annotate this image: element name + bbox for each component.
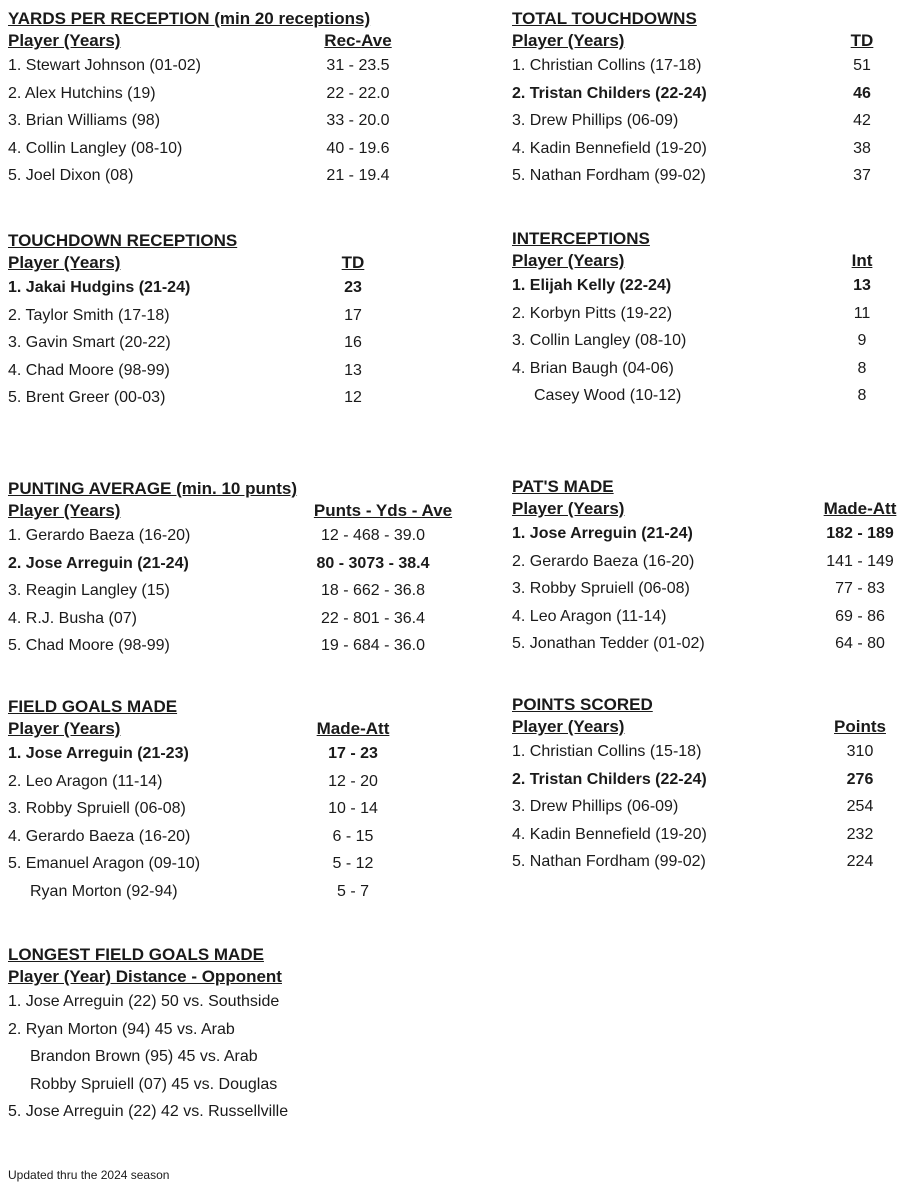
row-name: Brandon Brown (95) 45 vs. Arab	[30, 1048, 258, 1065]
table-row	[512, 135, 892, 163]
row-value: 12 - 468 - 39.0	[320, 527, 426, 544]
row-name: 3. Collin Langley (08-10)	[512, 332, 687, 349]
table-row	[8, 522, 468, 550]
row-value: 12 - 20	[328, 772, 378, 790]
table-header	[512, 250, 892, 272]
table-row	[8, 632, 468, 660]
row-name: 1. Gerardo Baeza (16-20)	[8, 527, 191, 544]
table-row	[512, 575, 908, 603]
row-value: 31 - 23.5	[326, 57, 390, 74]
row-name: 4. Kadin Bennefield (19-20)	[512, 825, 707, 843]
table-row	[8, 823, 398, 851]
row-value: 5 - 12	[332, 855, 374, 872]
row-value: 51	[853, 57, 871, 74]
header-value: Made-Att	[316, 719, 390, 738]
row-value: 77 - 83	[835, 580, 885, 597]
header-player: Player (Years)	[512, 717, 625, 736]
header-value: Punts - Yds - Ave	[313, 501, 453, 520]
table-row	[512, 162, 892, 190]
row-value: 9	[857, 332, 867, 349]
table-row	[512, 766, 898, 794]
section-title: TOUCHDOWN RECEPTIONS	[8, 231, 238, 250]
row-value: 23	[344, 279, 362, 296]
row-name: 1. Christian Collins (17-18)	[512, 57, 702, 74]
table-header	[8, 30, 408, 52]
table-row	[8, 302, 378, 330]
table-row	[8, 1043, 288, 1071]
row-name: 3. Robby Spruiell (06-08)	[512, 580, 690, 597]
table-row	[8, 107, 408, 135]
table-row	[8, 795, 398, 823]
touchdown-receptions-section	[8, 230, 378, 412]
row-name: 4. Gerardo Baeza (16-20)	[8, 827, 191, 845]
header-value: Int	[851, 251, 873, 270]
row-name: 1. Jose Arreguin (21-24)	[512, 525, 693, 542]
table-row	[8, 1071, 288, 1099]
row-name: 1. Christian Collins (15-18)	[512, 743, 702, 760]
row-value: 40 - 19.6	[326, 139, 390, 157]
section-title: TOTAL TOUCHDOWNS	[512, 9, 697, 28]
row-value: 182 - 189	[826, 525, 894, 542]
row-name: 3. Robby Spruiell (06-08)	[8, 800, 186, 817]
row-name: 3. Reagin Langley (15)	[8, 582, 170, 599]
header-player: Player (Years)	[8, 719, 121, 738]
row-value: 38	[853, 139, 871, 157]
row-name: 2. Alex Hutchins (19)	[8, 84, 156, 102]
header-value: Made-Att	[823, 499, 897, 518]
row-name: 5. Nathan Fordham (99-02)	[512, 167, 706, 184]
pats-made-section	[512, 476, 908, 658]
row-name: 3. Drew Phillips (06-09)	[512, 798, 679, 815]
table-row	[8, 577, 468, 605]
row-name: 3. Gavin Smart (20-22)	[8, 334, 171, 351]
table-row	[8, 52, 408, 80]
row-value: 6 - 15	[332, 827, 374, 845]
section-title: YARDS PER RECEPTION (min 20 receptions)	[8, 9, 371, 28]
table-row	[8, 274, 378, 302]
row-name: Ryan Morton (92-94)	[30, 882, 178, 900]
row-value: 8	[857, 359, 867, 377]
row-name: 2. Ryan Morton (94) 45 vs. Arab	[8, 1020, 235, 1038]
row-value: 42	[853, 112, 871, 129]
row-name: 3. Brian Williams (98)	[8, 112, 161, 129]
footer-note: Updated thru the 2024 season	[8, 1168, 170, 1182]
header-player: Player (Years)	[512, 251, 625, 270]
total-touchdowns-section	[512, 8, 892, 190]
table-row	[512, 355, 892, 383]
table-row	[8, 988, 288, 1016]
section-title: FIELD GOALS MADE	[8, 697, 178, 716]
table-row	[8, 357, 378, 385]
row-value: 13	[853, 277, 871, 294]
row-name: 4. R.J. Busha (07)	[8, 609, 137, 627]
row-name: 5. Brent Greer (00-03)	[8, 389, 166, 406]
section-title: LONGEST FIELD GOALS MADE	[8, 945, 264, 964]
table-header	[512, 716, 898, 738]
row-value: 19 - 684 - 36.0	[320, 637, 426, 654]
table-row	[8, 605, 468, 633]
row-value: 13	[344, 361, 362, 379]
table-header	[8, 252, 378, 274]
row-name: 2. Korbyn Pitts (19-22)	[512, 304, 673, 322]
table-row	[512, 272, 892, 300]
row-name: 1. Jakai Hudgins (21-24)	[8, 279, 191, 296]
row-name: 4. Brian Baugh (04-06)	[512, 359, 674, 377]
row-name: Casey Wood (10-12)	[534, 387, 682, 404]
table-row	[512, 327, 892, 355]
header-value: TD	[850, 31, 874, 50]
table-row	[512, 603, 908, 631]
row-name: Robby Spruiell (07) 45 vs. Douglas	[30, 1075, 278, 1093]
row-value: 11	[853, 304, 871, 322]
punting-average-section	[8, 478, 468, 660]
row-name: 1. Stewart Johnson (01-02)	[8, 57, 201, 74]
row-name: 4. Kadin Bennefield (19-20)	[512, 139, 707, 157]
row-value: 10 - 14	[328, 800, 378, 817]
table-row	[512, 52, 892, 80]
yards-per-reception-section	[8, 8, 408, 190]
row-name: 4. Collin Langley (08-10)	[8, 139, 183, 157]
row-name: 5. Chad Moore (98-99)	[8, 637, 170, 654]
row-value: 64 - 80	[835, 635, 885, 652]
table-row	[8, 740, 398, 768]
points-scored-section	[512, 694, 898, 876]
row-name: 4. Leo Aragon (11-14)	[512, 607, 667, 625]
table-row	[8, 878, 398, 906]
table-row	[512, 630, 908, 658]
table-row	[8, 1016, 288, 1044]
header-player: Player (Years)	[8, 253, 121, 272]
row-value: 17	[344, 306, 362, 324]
field-goals-made-section	[8, 696, 398, 905]
header-player: Player (Year) Distance - Opponent	[8, 967, 282, 986]
table-row	[512, 80, 892, 108]
header-value: TD	[341, 253, 365, 272]
row-name: 2. Taylor Smith (17-18)	[8, 306, 170, 324]
table-row	[512, 520, 908, 548]
table-row	[8, 135, 408, 163]
row-name: 3. Drew Phillips (06-09)	[512, 112, 679, 129]
row-name: 5. Emanuel Aragon (09-10)	[8, 855, 201, 872]
table-row	[512, 821, 898, 849]
table-header	[512, 498, 908, 520]
table-row	[512, 738, 898, 766]
row-value: 141 - 149	[826, 552, 894, 570]
longest-field-goals-section	[8, 944, 288, 1126]
row-value: 276	[846, 770, 874, 788]
table-row	[512, 300, 892, 328]
row-name: 1. Elijah Kelly (22-24)	[512, 277, 672, 294]
row-name: 5. Jonathan Tedder (01-02)	[512, 635, 705, 652]
row-name: 5. Nathan Fordham (99-02)	[512, 853, 706, 870]
table-header	[8, 500, 468, 522]
table-header	[8, 718, 398, 740]
table-header	[8, 966, 288, 988]
row-value: 17 - 23	[328, 745, 378, 762]
header-value: Points	[834, 717, 886, 736]
row-name: 2. Tristan Childers (22-24)	[512, 84, 707, 102]
row-value: 232	[846, 825, 874, 843]
section-title: INTERCEPTIONS	[512, 229, 650, 248]
table-row	[8, 329, 378, 357]
row-value: 18 - 662 - 36.8	[320, 582, 426, 599]
row-name: 2. Leo Aragon (11-14)	[8, 772, 163, 790]
table-row	[8, 850, 398, 878]
row-value: 8	[857, 387, 867, 404]
header-player: Player (Years)	[512, 499, 625, 518]
table-row	[8, 384, 378, 412]
row-value: 224	[846, 853, 874, 870]
row-name: 5. Jose Arreguin (22) 42 vs. Russellville	[8, 1103, 289, 1120]
row-value: 22 - 22.0	[326, 84, 390, 102]
table-header	[512, 30, 892, 52]
table-row	[8, 550, 468, 578]
interceptions-section	[512, 228, 892, 410]
row-value: 69 - 86	[835, 607, 885, 625]
row-value: 16	[344, 334, 362, 351]
header-player: Player (Years)	[512, 31, 625, 50]
row-name: 1. Jose Arreguin (21-23)	[8, 745, 189, 762]
row-value: 46	[853, 84, 871, 102]
row-name: 2. Tristan Childers (22-24)	[512, 770, 707, 788]
section-title: POINTS SCORED	[512, 695, 653, 714]
section-title: PUNTING AVERAGE (min. 10 punts)	[8, 479, 298, 498]
row-name: 5. Joel Dixon (08)	[8, 167, 134, 184]
section-title: PAT'S MADE	[512, 477, 614, 496]
table-row	[512, 548, 908, 576]
table-row	[8, 768, 398, 796]
header-value: Rec-Ave	[324, 31, 392, 50]
table-row	[512, 793, 898, 821]
row-value: 254	[846, 798, 874, 815]
table-row	[8, 80, 408, 108]
row-value: 12	[344, 389, 362, 406]
row-value: 5 - 7	[336, 882, 369, 900]
header-player: Player (Years)	[8, 31, 121, 50]
table-row	[512, 848, 898, 876]
row-value: 80 - 3073 - 38.4	[316, 554, 430, 572]
row-name: 2. Gerardo Baeza (16-20)	[512, 552, 695, 570]
table-row	[8, 1098, 288, 1126]
row-value: 310	[846, 743, 874, 760]
table-row	[512, 382, 892, 410]
row-value: 33 - 20.0	[326, 112, 390, 129]
table-row	[8, 162, 408, 190]
table-row	[512, 107, 892, 135]
row-value: 21 - 19.4	[326, 167, 390, 184]
row-name: 2. Jose Arreguin (21-24)	[8, 554, 189, 572]
row-value: 37	[853, 167, 871, 184]
row-name: 1. Jose Arreguin (22) 50 vs. Southside	[8, 993, 280, 1010]
row-name: 4. Chad Moore (98-99)	[8, 361, 170, 379]
row-value: 22 - 801 - 36.4	[320, 609, 426, 627]
header-player: Player (Years)	[8, 501, 121, 520]
